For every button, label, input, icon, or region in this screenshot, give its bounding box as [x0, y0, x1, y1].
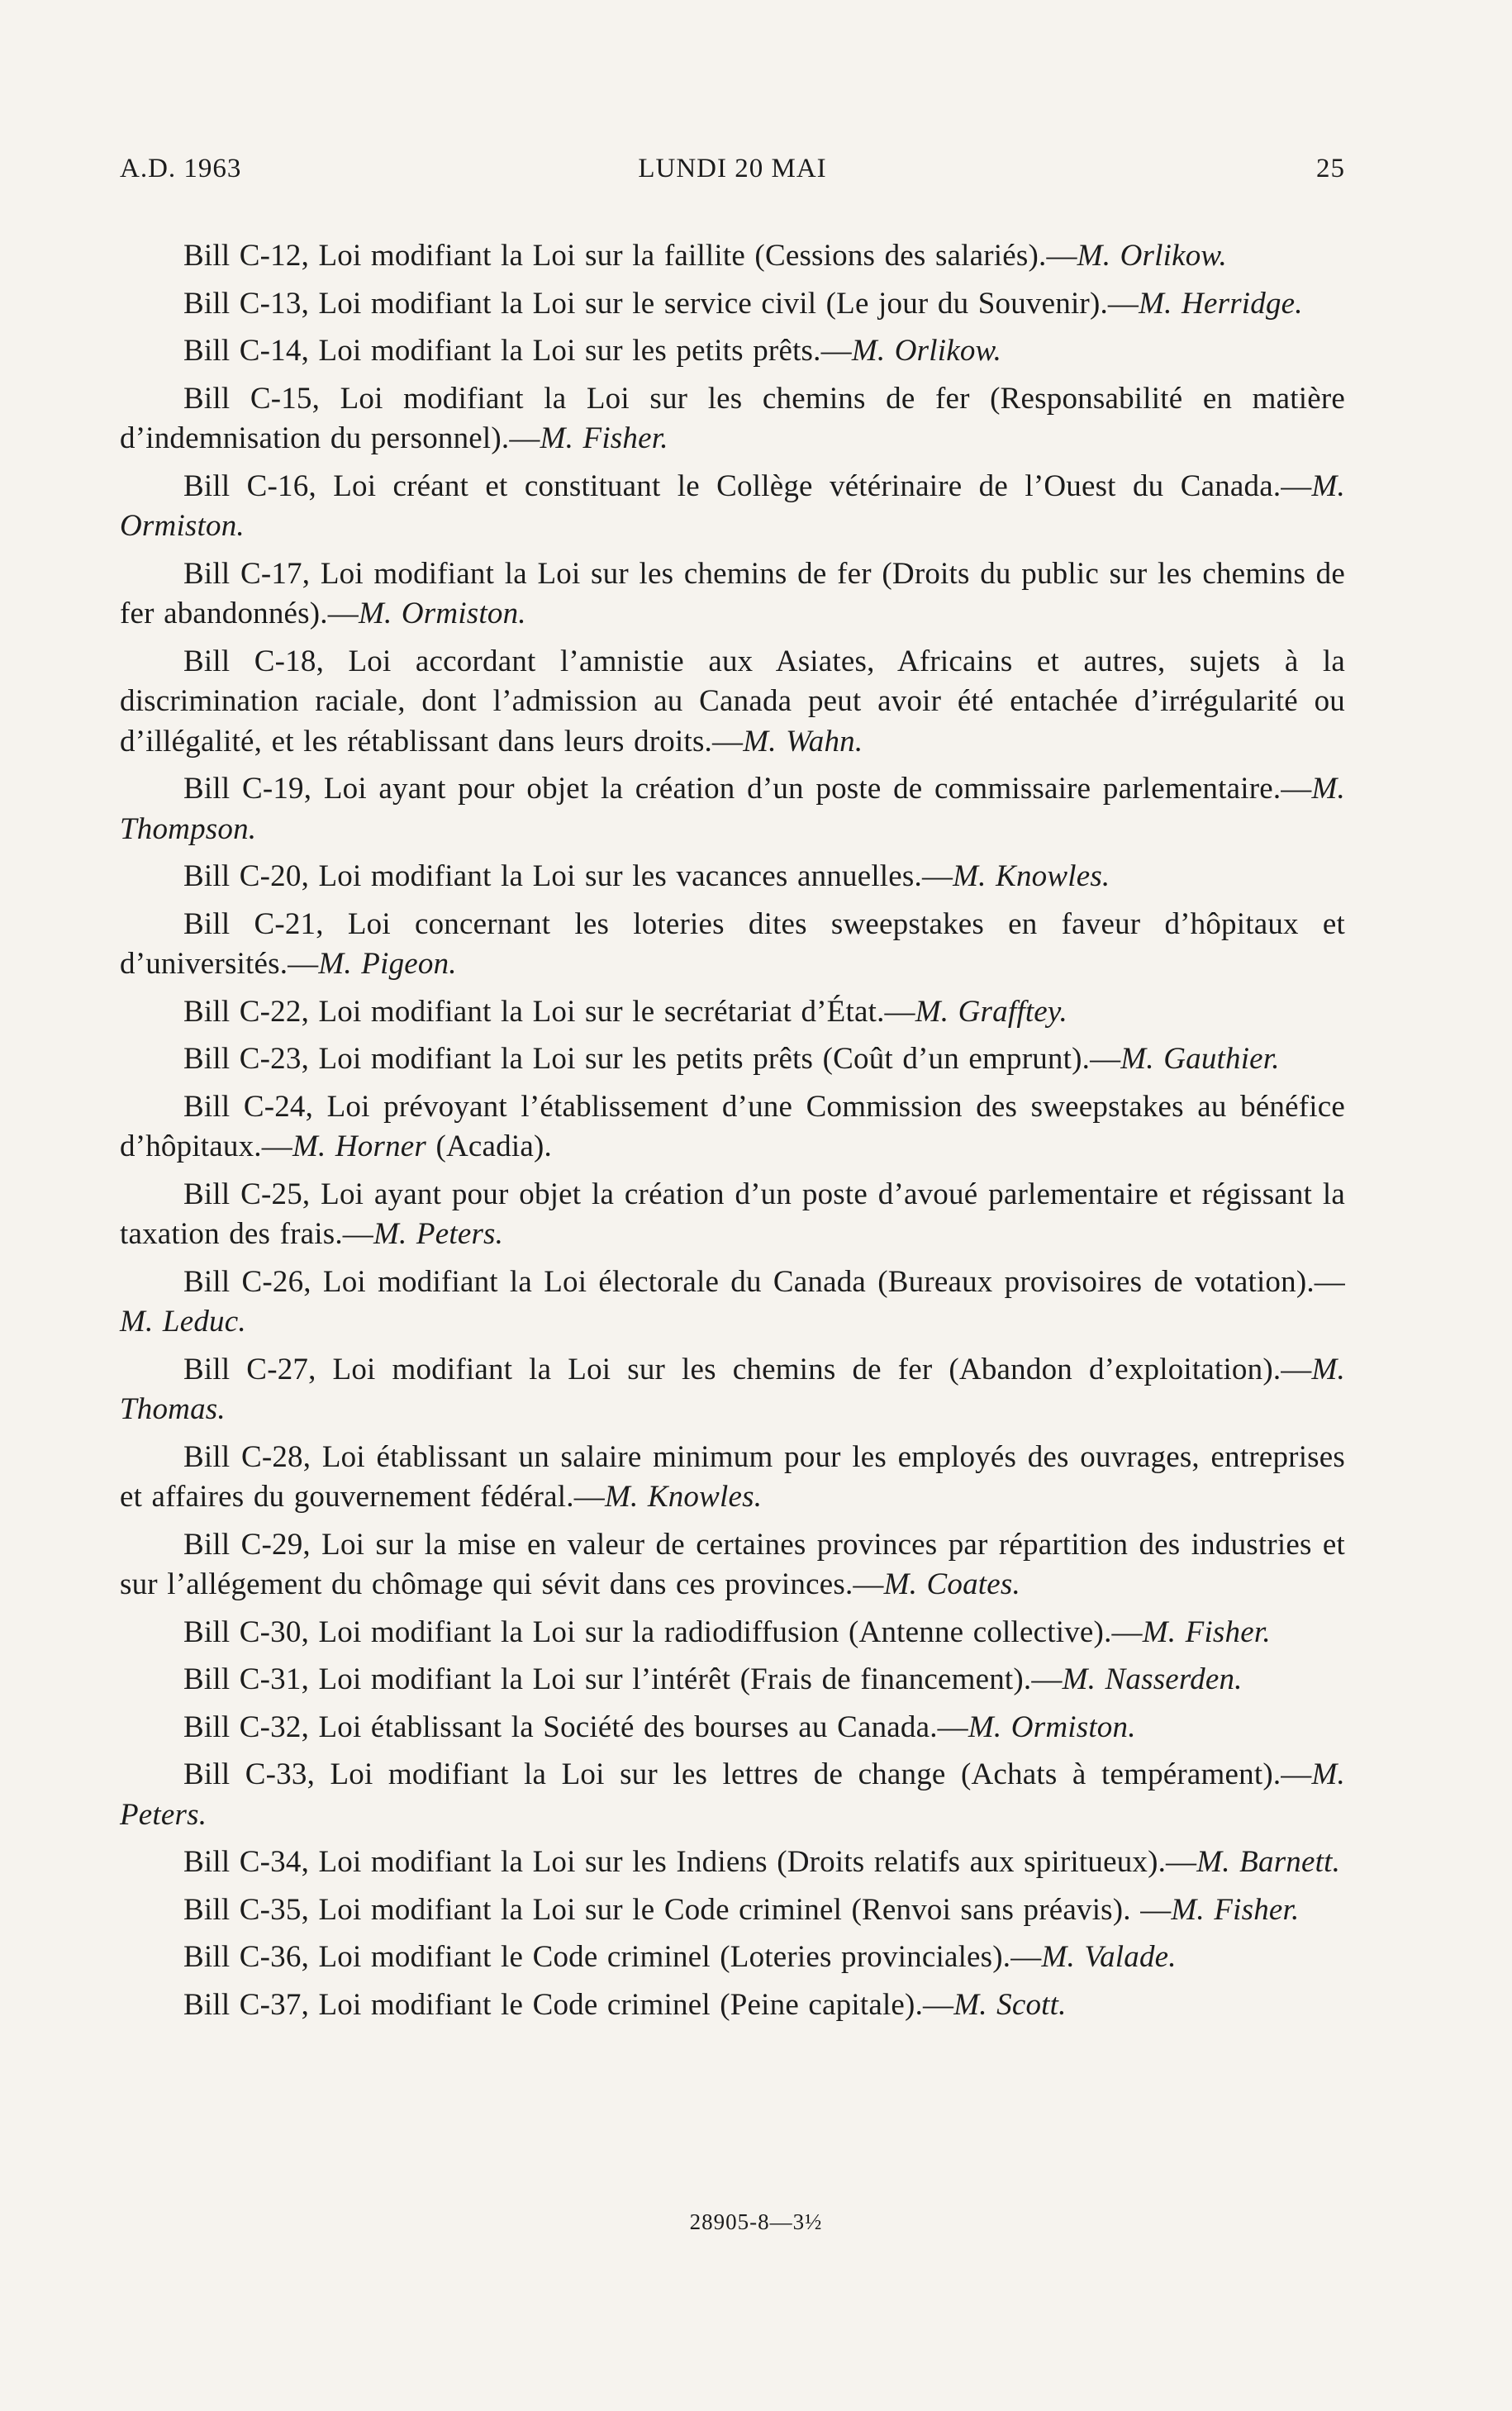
bill-sponsor: M. Peters. [120, 1757, 1345, 1832]
bill-sponsor: M. Leduc. [120, 1305, 246, 1339]
bill-sponsor: M. Wahn. [743, 724, 863, 758]
bill-entry [120, 1938, 1345, 1978]
bill-entry [120, 1350, 1345, 1430]
bill-title: Bill C-35, Loi modifiant la Loi sur le Code criminel (Renvoi sans préavis). — [183, 1892, 1172, 1927]
bill-title: Bill C-15, Loi modifiant la Loi sur les chemins de fer (Responsabilité en matière d’indemnisation du personnel).— [120, 381, 1345, 455]
bill-title: Bill C-31, Loi modifiant la Loi sur l’intérêt (Frais de financement).— [183, 1662, 1063, 1696]
bill-title: Bill C-20, Loi modifiant la Loi sur les vacances annuelles.— [183, 859, 953, 893]
bill-sponsor: M. Thompson. [120, 772, 1345, 846]
header-date: LUNDI 20 MAI [638, 154, 827, 183]
bill-entry [120, 379, 1345, 459]
bill-sponsor: M. Ormiston. [358, 597, 526, 630]
bill-sponsor: M. Thomas. [120, 1352, 1345, 1426]
bill-entry [120, 992, 1345, 1033]
bill-title: Bill C-32, Loi établissant la Société des bourses au Canada.— [183, 1710, 968, 1744]
bill-entry [120, 236, 1345, 277]
bill-sponsor: M. Scott. [953, 1987, 1067, 2022]
bill-entry [120, 554, 1345, 635]
bill-entry [120, 1525, 1345, 1605]
bill-title: Bill C-18, Loi accordant l’amnistie aux Asiates, Africains et autres, sujets à la discrimination raciale, dont l’admission au Canada peut avoir été entachée d’irrégularité ou d’illégalité, et les rétablissant dans leurs droits.— [120, 644, 1345, 758]
bill-sponsor: M. Fisher. [540, 421, 668, 455]
bill-title: Bill C-22, Loi modifiant la Loi sur le secrétariat d’État.— [183, 994, 915, 1029]
bill-title: Bill C-19, Loi ayant pour objet la création d’un poste de commissaire parlementaire.— [183, 772, 1312, 806]
bill-title: Bill C-37, Loi modifiant le Code criminel (Peine capitale).— [183, 1987, 954, 2022]
bill-sponsor: M. Horner [292, 1129, 427, 1163]
bill-sponsor: M. Nasserden. [1062, 1662, 1243, 1696]
bill-sponsor: M. Coates. [883, 1567, 1020, 1601]
bill-entry [120, 1755, 1345, 1835]
page-number: 25 [1316, 154, 1345, 183]
bill-title: Bill C-27, Loi modifiant la Loi sur les chemins de fer (Abandon d’exploitation).— [183, 1352, 1312, 1386]
bill-sponsor: M. Fisher. [1142, 1614, 1271, 1649]
bill-title: Bill C-26, Loi modifiant la Loi électorale du Canada (Bureaux provisoires de votation).— [183, 1264, 1345, 1299]
printer-signature: 28905-8—3½ [689, 2209, 823, 2234]
bill-sponsor: M. Ormiston. [120, 468, 1345, 543]
bill-entry [120, 1843, 1345, 1883]
bill-title: Bill C-28, Loi établissant un salaire minimum pour les employés des ouvrages, entreprises et affaires du gouvernement fédéral.— [120, 1439, 1345, 1514]
bill-list [120, 236, 1345, 2033]
bill-entry [120, 284, 1345, 325]
bill-title: Bill C-17, Loi modifiant la Loi sur les chemins de fer (Droits du public sur les chemins de fer abandonnés).— [120, 556, 1345, 630]
header-year: A.D. 1963 [120, 154, 242, 183]
bill-sponsor: M. Barnett. [1196, 1845, 1341, 1879]
bill-sponsor: M. Herridge. [1139, 286, 1303, 321]
bill-title: Bill C-14, Loi modifiant la Loi sur les petits prêts.— [183, 334, 852, 368]
bill-sponsor: M. Pigeon. [318, 947, 457, 981]
bill-entry [120, 905, 1345, 985]
bill-entry [120, 769, 1345, 849]
bill-title: Bill C-12, Loi modifiant la Loi sur la faillite (Cessions des salariés).— [183, 239, 1077, 273]
bill-sponsor: M. Ormiston. [968, 1710, 1136, 1744]
bill-entry [120, 1175, 1345, 1255]
bill-sponsor: M. Peters. [373, 1217, 504, 1251]
bill-title: Bill C-30, Loi modifiant la Loi sur la radiodiffusion (Antenne collective).— [183, 1614, 1143, 1649]
bill-sponsor: M. Knowles. [604, 1480, 763, 1514]
running-head [120, 154, 1345, 195]
bill-sponsor: M. Orlikow. [851, 334, 1002, 368]
bill-entry [120, 331, 1345, 372]
bill-title: Bill C-16, Loi créant et constituant le Collège vétérinaire de l’Ouest du Canada.— [183, 468, 1312, 503]
bill-entry [120, 642, 1345, 763]
bill-title: Bill C-36, Loi modifiant le Code criminel (Loteries provinciales).— [183, 1940, 1042, 1974]
bill-sponsor: M. Valade. [1041, 1940, 1177, 1974]
bill-entry [120, 1613, 1345, 1653]
bill-title: Bill C-21, Loi concernant les loteries dites sweepstakes en faveur d’hôpitaux et d’universités.— [120, 906, 1345, 981]
bill-entry [120, 467, 1345, 547]
bill-entry [120, 1438, 1345, 1518]
bill-sponsor: M. Grafftey. [915, 994, 1067, 1029]
bill-sponsor: M. Fisher. [1171, 1892, 1300, 1927]
bill-entry [120, 1263, 1345, 1343]
bill-title: Bill C-13, Loi modifiant la Loi sur le service civil (Le jour du Souvenir).— [183, 286, 1139, 321]
bill-entry [120, 1890, 1345, 1931]
bill-title: Bill C-23, Loi modifiant la Loi sur les petits prêts (Coût d’un emprunt).— [183, 1042, 1121, 1076]
bill-entry [120, 1660, 1345, 1700]
bill-title: Bill C-33, Loi modifiant la Loi sur les lettres de change (Achats à tempérament).— [183, 1757, 1312, 1791]
bill-title: Bill C-24, Loi prévoyant l’établissement d’une Commission des sweepstakes au bénéfice d’hôpitaux.— [120, 1089, 1345, 1163]
bill-sponsor: M. Knowles. [953, 859, 1110, 893]
bill-sponsor: M. Orlikow. [1077, 239, 1227, 273]
bill-entry [120, 1087, 1345, 1167]
bill-entry [120, 1985, 1345, 2026]
bill-title: Bill C-29, Loi sur la mise en valeur de certaines provinces par répartition des industries et sur l’allégement du chômage qui sévit dans ces provinces.— [120, 1527, 1345, 1601]
bill-title: Bill C-34, Loi modifiant la Loi sur les Indiens (Droits relatifs aux spiritueux).— [183, 1845, 1197, 1879]
bill-sponsor-riding: (Acadia). [426, 1129, 552, 1163]
bill-entry [120, 857, 1345, 897]
bill-title: Bill C-25, Loi ayant pour objet la création d’un poste d’avoué parlementaire et régissant la taxation des frais.— [120, 1177, 1345, 1251]
bill-entry [120, 1039, 1345, 1080]
bill-entry [120, 1708, 1345, 1748]
bill-sponsor: M. Gauthier. [1120, 1042, 1280, 1076]
